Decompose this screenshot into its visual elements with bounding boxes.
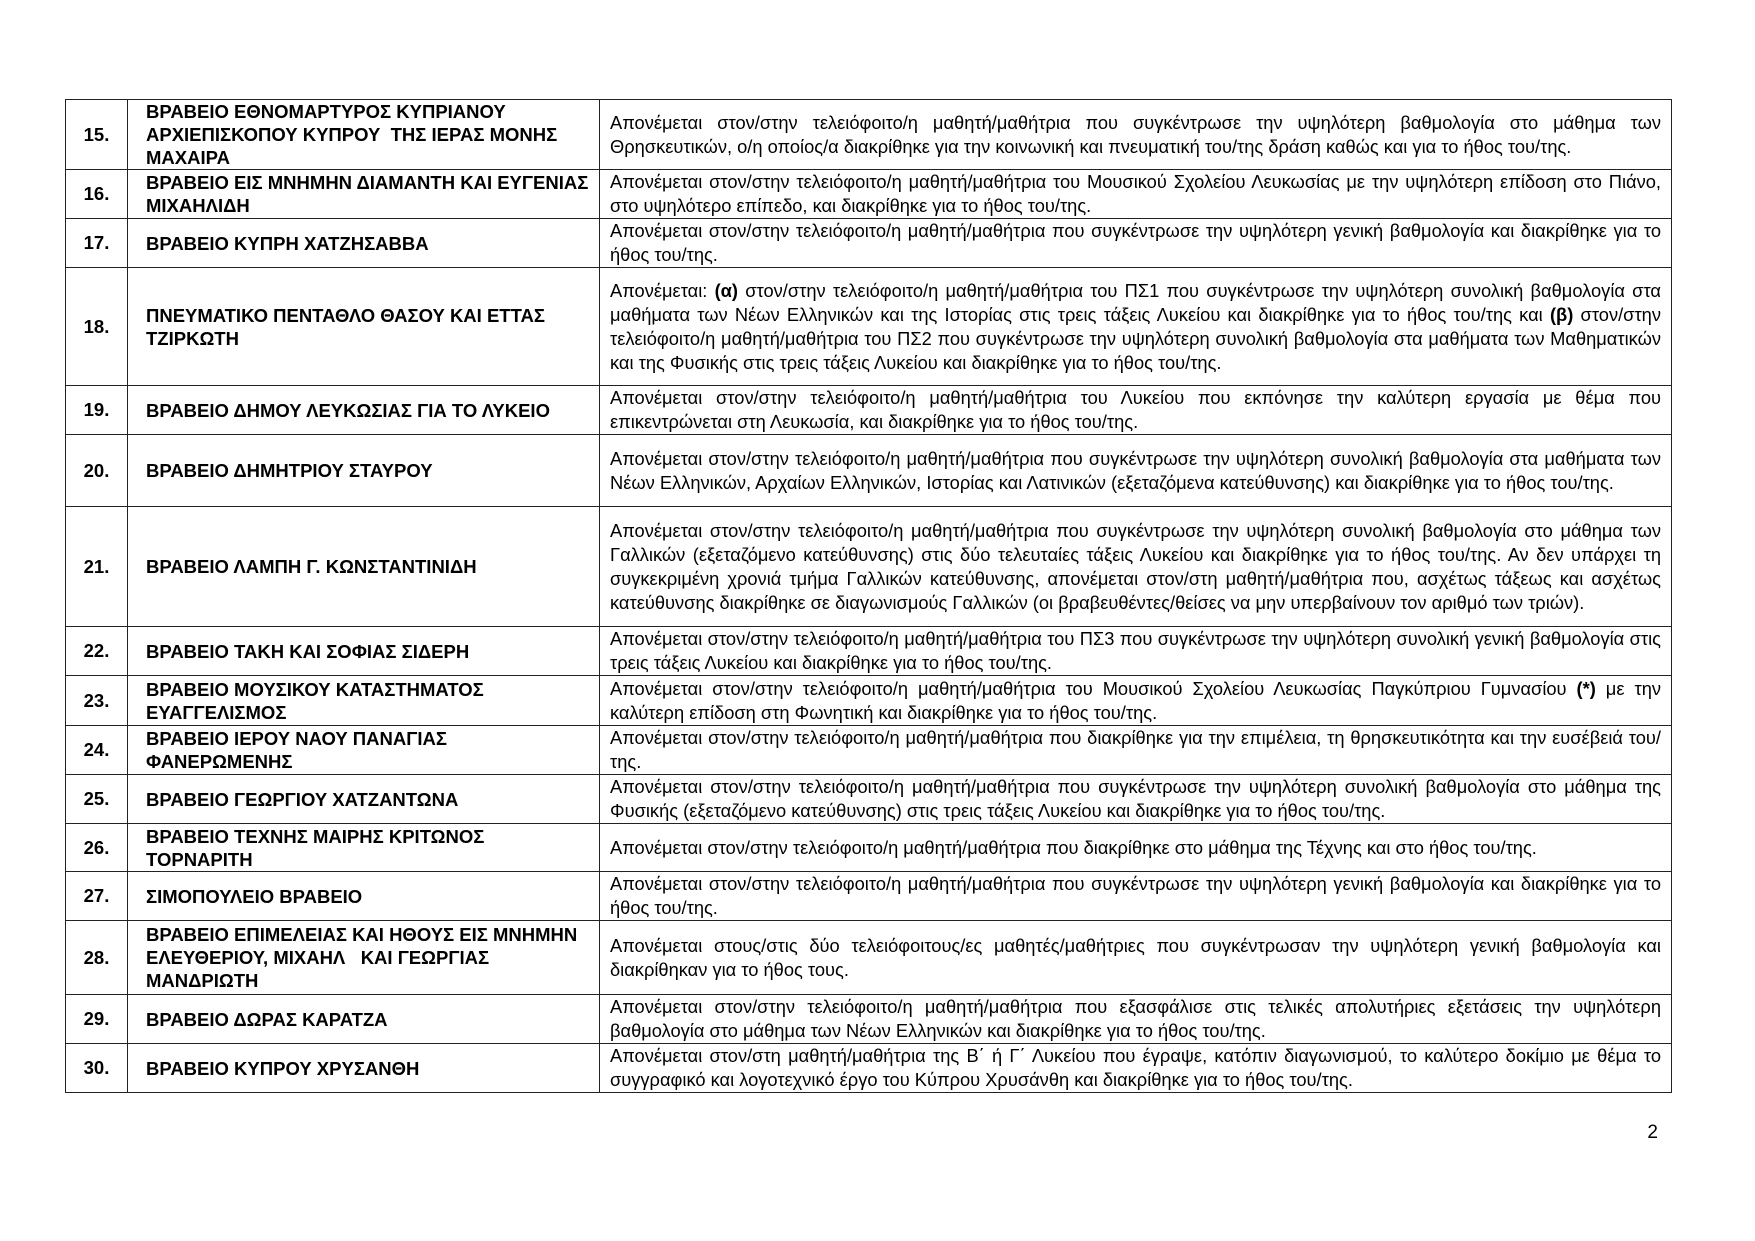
award-number: 17. bbox=[66, 219, 128, 268]
award-description: Απονέμεται στον/στην τελειόφοιτο/η μαθητή/μαθήτρια που συγκέντρωσε την υψηλότερη συνολική βαθμολογία στο μάθημα της Φυσικής (εξεταζόμενο κατεύθυνσης) στις τρεις τάξεις Λυκείου και διακρίθηκε για το ήθος του/της. bbox=[600, 775, 1672, 824]
award-description bbox=[600, 268, 1672, 386]
award-name: ΒΡΑΒΕΙΟ ΚΥΠΡΟΥ ΧΡΥΣΑΝΘΗ bbox=[128, 1044, 600, 1093]
award-number: 30. bbox=[66, 1044, 128, 1093]
award-number: 16. bbox=[66, 170, 128, 219]
award-description: Απονέμεται στον/στην τελειόφοιτο/η μαθητή/μαθήτρια του Μουσικού Σχολείου Λευκωσίας με την υψηλότερη επίδοση στο Πιάνο, στο υψηλότερο επίπεδο, και διακρίθηκε για το ήθος του/της. bbox=[600, 170, 1672, 219]
award-name: ΒΡΑΒΕΙΟ ΓΕΩΡΓΙΟΥ ΧΑΤΖΑΝΤΩΝΑ bbox=[128, 775, 600, 824]
table-row bbox=[66, 1044, 1672, 1093]
table-row bbox=[66, 627, 1672, 676]
award-name: ΒΡΑΒΕΙΟ ΤΕΧΝΗΣ ΜΑΙΡΗΣ ΚΡΙΤΩΝΟΣ ΤΟΡΝΑΡΙΤΗ bbox=[128, 824, 600, 872]
award-number: 24. bbox=[66, 726, 128, 775]
award-name: ΒΡΑΒΕΙΟ ΜΟΥΣΙΚΟΥ ΚΑΤΑΣΤΗΜΑΤΟΣ ΕΥΑΓΓΕΛΙΣΜΟΣ bbox=[128, 676, 600, 726]
table-row bbox=[66, 170, 1672, 219]
award-description bbox=[600, 676, 1672, 726]
table-row bbox=[66, 676, 1672, 726]
page-number: 2 bbox=[1647, 1122, 1658, 1143]
award-description: Απονέμεται στον/στην τελειόφοιτο/η μαθητή/μαθήτρια που συγκέντρωσε την υψηλότερη βαθμολογία στο μάθημα των Θρησκευτικών, ο/η οποίος/α διακρίθηκε για την κοινωνική και πνευματική του/της δράση καθώς και για το ήθος του/της. bbox=[600, 100, 1672, 170]
table-row bbox=[66, 775, 1672, 824]
award-name: ΒΡΑΒΕΙΟ ΚΥΠΡΗ ΧΑΤΖΗΣΑΒΒΑ bbox=[128, 219, 600, 268]
award-name: ΒΡΑΒΕΙΟ ΤΑΚΗ ΚΑΙ ΣΟΦΙΑΣ ΣΙΔΕΡΗ bbox=[128, 627, 600, 676]
award-description: Απονέμεται στον/στη μαθητή/μαθήτρια της Β΄ ή Γ΄ Λυκείου που έγραψε, κατόπιν διαγωνισμού, το καλύτερο δοκίμιο με θέμα το συγγραφικό και λογοτεχνικό έργο του Κύπρου Χρυσάνθη και διακρίθηκε για το ήθος του/της. bbox=[600, 1044, 1672, 1093]
table-row bbox=[66, 100, 1672, 170]
award-number: 22. bbox=[66, 627, 128, 676]
award-number: 23. bbox=[66, 676, 128, 726]
award-name: ΒΡΑΒΕΙΟ ΕΙΣ ΜΝΗΜΗΝ ΔΙΑΜΑΝΤΗ ΚΑΙ ΕΥΓΕΝΙΑΣ ΜΙΧΑΗΛΙΔΗ bbox=[128, 170, 600, 219]
table-row bbox=[66, 726, 1672, 775]
award-number: 29. bbox=[66, 995, 128, 1044]
award-number: 25. bbox=[66, 775, 128, 824]
award-name: ΒΡΑΒΕΙΟ ΔΩΡΑΣ ΚΑΡΑΤΖΑ bbox=[128, 995, 600, 1044]
award-name: ΣΙΜΟΠΟΥΛΕΙΟ ΒΡΑΒΕΙΟ bbox=[128, 872, 600, 921]
award-name: ΒΡΑΒΕΙΟ ΛΑΜΠΗ Γ. ΚΩΝΣΤΑΝΤΙΝΙΔΗ bbox=[128, 507, 600, 627]
award-description: Απονέμεται στον/στην τελειόφοιτο/η μαθητή/μαθήτρια που συγκέντρωσε την υψηλότερη συνολική βαθμολογία στα μαθήματα των Νέων Ελληνικών, Αρχαίων Ελληνικών, Ιστορίας και Λατινικών (εξεταζόμενα κατεύθυνσης) και διακρίθηκε για το ήθος του/της. bbox=[600, 435, 1672, 507]
desc-part: με την καλύτερη επίδοση στη Φωνητική και διακρίθηκε για το ήθος του/της. bbox=[610, 677, 1662, 723]
award-name: ΒΡΑΒΕΙΟ ΔΗΜΟΥ ΛΕΥΚΩΣΙΑΣ ΓΙΑ ΤΟ ΛΥΚΕΙΟ bbox=[128, 386, 600, 435]
desc-part: στον/στην τελειόφοιτο/η μαθητή/μαθήτρια του ΠΣ1 που συγκέντρωσε την υψηλότερη συνολική βαθμολογία στα μαθήματα των Νέων Ελληνικών και της Ιστορίας στις τρεις τάξεις Λυκείου και διακρίθηκε για το ήθος του/της και bbox=[610, 279, 1661, 325]
award-number: 19. bbox=[66, 386, 128, 435]
award-description: Απονέμεται στον/στην τελειόφοιτο/η μαθητή/μαθήτρια που διακρίθηκε στο μάθημα της Τέχνης και στο ήθος του/της. bbox=[600, 824, 1672, 872]
award-description: Απονέμεται στον/στην τελειόφοιτο/η μαθητή/μαθήτρια που εξασφάλισε στις τελικές απολυτήριες εξετάσεις την υψηλότερη βαθμολογία στο μάθημα των Νέων Ελληνικών και διακρίθηκε για το ήθος του/της. bbox=[600, 995, 1672, 1044]
table-row bbox=[66, 507, 1672, 627]
desc-part: Απονέμεται: bbox=[610, 279, 715, 301]
award-number: 18. bbox=[66, 268, 128, 386]
award-description: Απονέμεται στον/στην τελειόφοιτο/η μαθητή/μαθήτρια του Λυκείου που εκπόνησε την καλύτερη εργασία με θέμα που επικεντρώνεται στη Λευκωσία, και διακρίθηκε για το ήθος του/της. bbox=[600, 386, 1672, 435]
table-row bbox=[66, 921, 1672, 995]
award-number: 28. bbox=[66, 921, 128, 995]
award-name: ΒΡΑΒΕΙΟ ΔΗΜΗΤΡΙΟΥ ΣΤΑΥΡΟΥ bbox=[128, 435, 600, 507]
award-name: ΒΡΑΒΕΙΟ ΙΕΡΟΥ ΝΑΟΥ ΠΑΝΑΓΙΑΣ ΦΑΝΕΡΩΜΕΝΗΣ bbox=[128, 726, 600, 775]
award-number: 21. bbox=[66, 507, 128, 627]
award-description: Απονέμεται στον/στην τελειόφοιτο/η μαθητή/μαθήτρια που διακρίθηκε για την επιμέλεια, τη θρησκευτικότητα και την ευσέβειά του/της. bbox=[600, 726, 1672, 775]
table-row bbox=[66, 872, 1672, 921]
award-number: 27. bbox=[66, 872, 128, 921]
award-name: ΠΝΕΥΜΑΤΙΚΟ ΠΕΝΤΑΘΛΟ ΘΑΣΟΥ ΚΑΙ ΕΤΤΑΣ ΤΖΙΡΚΩΤΗ bbox=[128, 268, 600, 386]
table-row bbox=[66, 219, 1672, 268]
award-description: Απονέμεται στον/στην τελειόφοιτο/η μαθητή/μαθήτρια του ΠΣ3 που συγκέντρωσε την υψηλότερη συνολική γενική βαθμολογία στις τρεις τάξεις Λυκείου και διακρίθηκε για το ήθος του/της. bbox=[600, 627, 1672, 676]
table-row bbox=[66, 268, 1672, 386]
table-row bbox=[66, 435, 1672, 507]
table-row bbox=[66, 824, 1672, 872]
table-row bbox=[66, 995, 1672, 1044]
awards-table bbox=[65, 99, 1672, 1093]
desc-part-bold: (β) bbox=[1549, 303, 1574, 325]
award-number: 26. bbox=[66, 824, 128, 872]
desc-part-bold: (α) bbox=[714, 279, 739, 301]
award-description: Απονέμεται στον/στην τελειόφοιτο/η μαθητή/μαθήτρια που συγκέντρωσε την υψηλότερη συνολική βαθμολογία στο μάθημα των Γαλλικών (εξεταζόμενο κατεύθυνσης) στις δύο τελευταίες τάξεις Λυκείου και διακρίθηκε για το ήθος του/της. Αν δεν υπάρχει τη συγκεκριμένη χρονιά τμήμα Γαλλικών κατεύθυνσης, απονέμεται στον/στη μαθητή/μαθήτρια που, ασχέτως τάξεως και ασχέτως κατεύθυνσης διακρίθηκε σε διαγωνισμούς Γαλλικών (οι βραβευθέντες/θείσες να μην υπερβαίνουν τον αριθμό των τριών). bbox=[600, 507, 1672, 627]
table-row bbox=[66, 386, 1672, 435]
desc-part: Απονέμεται στον/στην τελειόφοιτο/η μαθητή/μαθήτρια του Μουσικού Σχολείου Λευκωσίας Παγκύπριου Γυμνασίου bbox=[610, 677, 1577, 699]
award-description: Απονέμεται στον/στην τελειόφοιτο/η μαθητή/μαθήτρια που συγκέντρωσε την υψηλότερη γενική βαθμολογία και διακρίθηκε για το ήθος του/της. bbox=[600, 872, 1672, 921]
award-name: ΒΡΑΒΕΙΟ ΕΠΙΜΕΛΕΙΑΣ ΚΑΙ ΗΘΟΥΣ ΕΙΣ ΜΝΗΜΗΝ ΕΛΕΥΘΕΡΙΟΥ, ΜΙΧΑΗΛ ΚΑΙ ΓΕΩΡΓΙΑΣ ΜΑΝΔΡΙΩΤΗ bbox=[128, 921, 600, 995]
award-number: 20. bbox=[66, 435, 128, 507]
award-name: ΒΡΑΒΕΙΟ ΕΘΝΟΜΑΡΤΥΡΟΣ ΚΥΠΡΙΑΝΟΥ ΑΡΧΙΕΠΙΣΚΟΠΟΥ ΚΥΠΡΟΥ ΤΗΣ ΙΕΡΑΣ ΜΟΝΗΣ ΜΑΧΑΙΡΑ bbox=[128, 100, 600, 170]
desc-part-bold: (*) bbox=[1576, 677, 1596, 699]
award-description: Απονέμεται στον/στην τελειόφοιτο/η μαθητή/μαθήτρια που συγκέντρωσε την υψηλότερη γενική βαθμολογία και διακρίθηκε για το ήθος του/της. bbox=[600, 219, 1672, 268]
award-description: Απονέμεται στους/στις δύο τελειόφοιτους/ες μαθητές/μαθήτριες που συγκέντρωσαν την υψηλότερη γενική βαθμολογία και διακρίθηκαν για το ήθος τους. bbox=[600, 921, 1672, 995]
award-number: 15. bbox=[66, 100, 128, 170]
desc-part: στον/στην τελειόφοιτο/η μαθητή/μαθήτρια του ΠΣ2 που συγκέντρωσε την υψηλότερη συνολική βαθμολογία στα μαθήματα των Μαθηματικών και της Φυσικής στις τρεις τάξεις Λυκείου και διακρίθηκε για το ήθος του/της. bbox=[610, 303, 1661, 373]
